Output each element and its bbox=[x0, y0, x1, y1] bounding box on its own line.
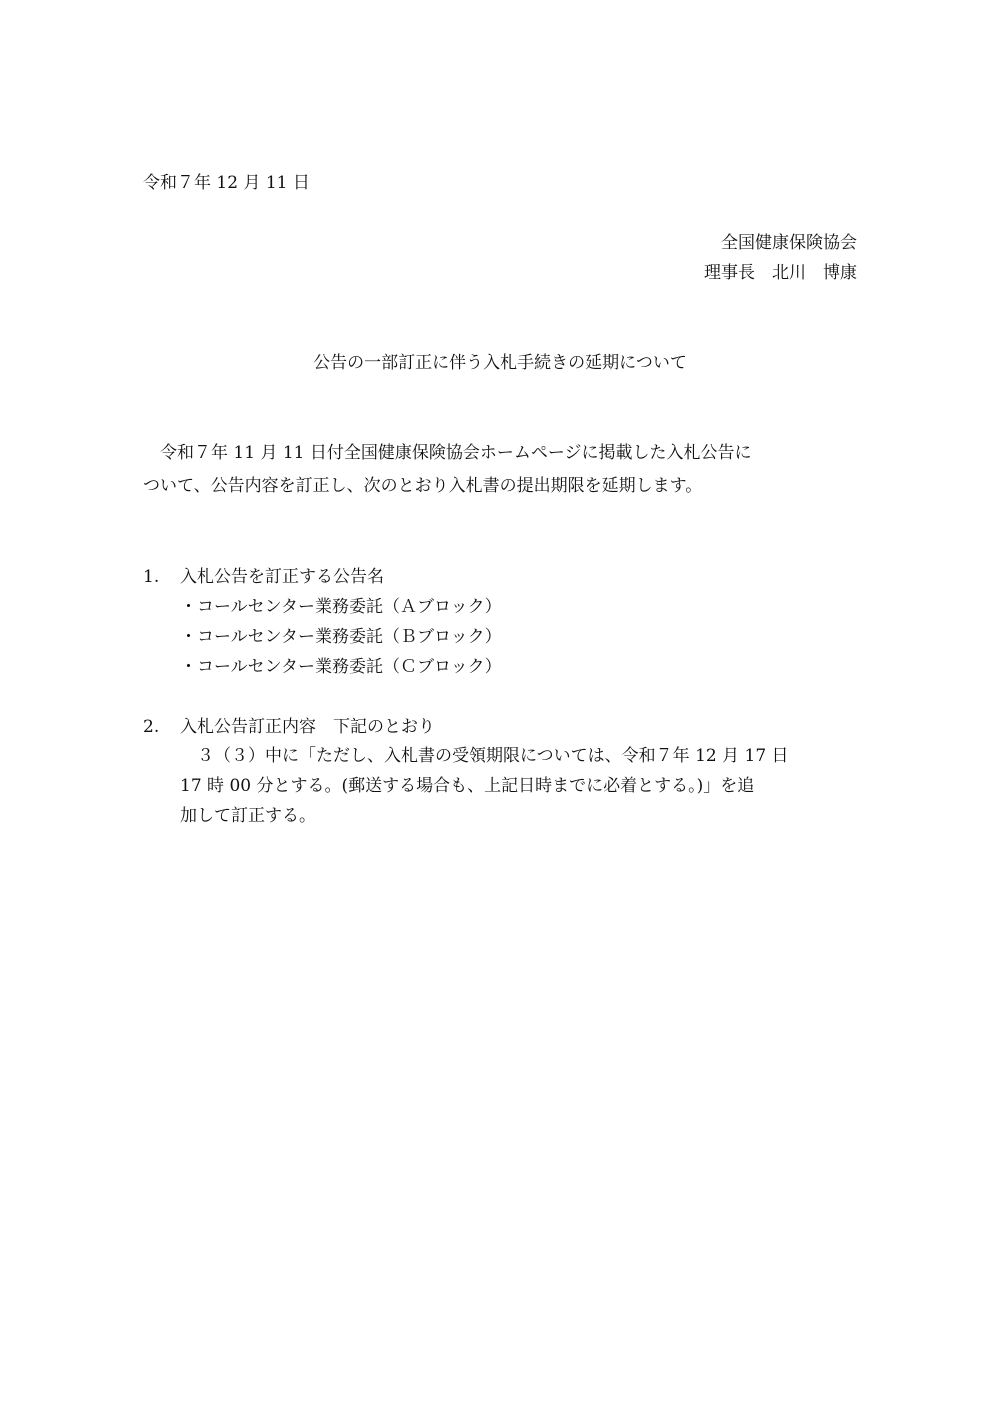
section-1-heading: 入札公告を訂正する公告名 bbox=[180, 567, 384, 587]
issuer-signer: 理事長 北川 博康 bbox=[704, 263, 857, 283]
section-2-body-line: 加して訂正する。 bbox=[180, 806, 316, 826]
section-2-number: 2. bbox=[143, 717, 160, 737]
document-date: 令和７年 12 月 11 日 bbox=[143, 173, 310, 193]
section-2-heading: 入札公告訂正内容 下記のとおり bbox=[180, 717, 435, 737]
section-2-body-line: 17 時 00 分とする。(郵送する場合も、上記日時までに必着とする。)」を追 bbox=[180, 776, 755, 796]
intro-line-2: ついて、公告内容を訂正し、次のとおり入札書の提出期限を延期します。 bbox=[143, 476, 703, 496]
intro-indent bbox=[143, 443, 160, 463]
section-2-body-line bbox=[180, 745, 789, 767]
intro-line-1 bbox=[143, 442, 857, 464]
section-1-number: 1. bbox=[143, 567, 160, 587]
list-item: ・コールセンター業務委託（Ａブロック） bbox=[180, 597, 502, 617]
issuer-organization: 全国健康保険協会 bbox=[721, 233, 857, 253]
list-item: ・コールセンター業務委託（Ｃブロック） bbox=[180, 657, 502, 677]
body-indent bbox=[180, 746, 197, 766]
list-item: ・コールセンター業務委託（Ｂブロック） bbox=[180, 627, 502, 647]
intro-text-1: 令和７年 11 月 11 日付全国健康保険協会ホームページに掲載した入札公告に bbox=[160, 443, 752, 463]
document-title: 公告の一部訂正に伴う入札手続きの延期について bbox=[313, 353, 687, 373]
section-2-body-text-1: ３（３）中に「ただし、入札書の受領期限については、令和７年 12 月 17 日 bbox=[197, 746, 789, 766]
